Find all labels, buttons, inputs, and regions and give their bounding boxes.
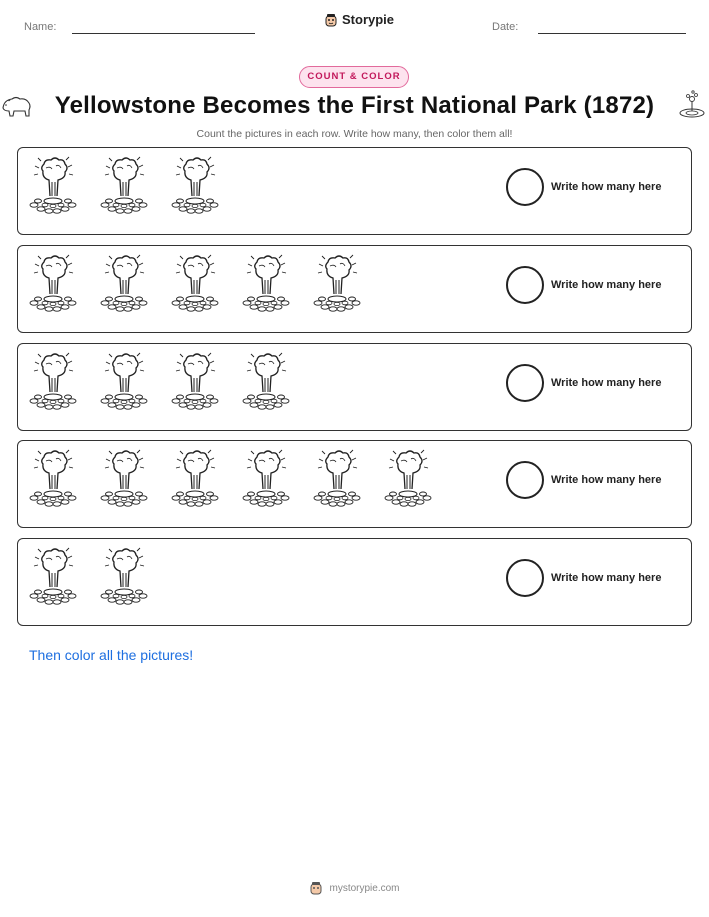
geyser-icon[interactable] (99, 449, 149, 513)
geyser-icon[interactable] (28, 547, 78, 611)
brand-logo (324, 12, 394, 27)
geyser-pool-icon (678, 90, 706, 120)
geyser-icon[interactable] (170, 449, 220, 513)
date-label: Date: (492, 21, 519, 33)
answer-label: Write how many here (551, 474, 662, 486)
count-row (17, 147, 692, 235)
geyser-icon[interactable] (170, 254, 220, 318)
name-label: Name: (24, 21, 57, 33)
footer-note: Then color all the pictures! (29, 647, 194, 663)
geyser-icon[interactable] (170, 352, 220, 416)
geyser-icon[interactable] (99, 156, 149, 220)
geyser-icon[interactable] (241, 449, 291, 513)
geyser-icon[interactable] (99, 547, 149, 611)
instructions: Count the pictures in each row. Write how many, then color them all! (196, 128, 513, 140)
mascot-icon (309, 881, 323, 895)
page-title: Yellowstone Becomes the First National Park (1872) (54, 92, 655, 119)
answer-circle[interactable] (506, 461, 544, 499)
activity-badge: COUNT & COLOR (299, 66, 409, 88)
geyser-icon[interactable] (383, 449, 433, 513)
date-line[interactable] (538, 33, 686, 34)
answer-label: Write how many here (551, 377, 662, 389)
geyser-icon[interactable] (99, 254, 149, 318)
count-row (17, 245, 692, 333)
answer-label: Write how many here (551, 572, 662, 584)
geyser-icon[interactable] (241, 352, 291, 416)
answer-circle[interactable] (506, 266, 544, 304)
count-row (17, 538, 692, 626)
answer-label: Write how many here (551, 279, 662, 291)
worksheet-header (0, 0, 709, 50)
geyser-icon[interactable] (28, 156, 78, 220)
geyser-icon[interactable] (28, 254, 78, 318)
site-footer (0, 881, 709, 895)
count-row (17, 343, 692, 431)
answer-circle[interactable] (506, 168, 544, 206)
answer-circle[interactable] (506, 559, 544, 597)
name-line[interactable] (72, 33, 255, 34)
geyser-icon[interactable] (28, 449, 78, 513)
geyser-icon[interactable] (28, 352, 78, 416)
brand-name: Storypie (342, 12, 395, 27)
geyser-icon[interactable] (312, 449, 362, 513)
answer-label: Write how many here (551, 181, 662, 193)
geyser-icon[interactable] (99, 352, 149, 416)
geyser-icon[interactable] (312, 254, 362, 318)
geyser-icon[interactable] (241, 254, 291, 318)
geyser-icon[interactable] (170, 156, 220, 220)
site-url[interactable]: mystorypie.com (329, 882, 400, 894)
count-row (17, 440, 692, 528)
mascot-icon (324, 13, 338, 27)
answer-circle[interactable] (506, 364, 544, 402)
